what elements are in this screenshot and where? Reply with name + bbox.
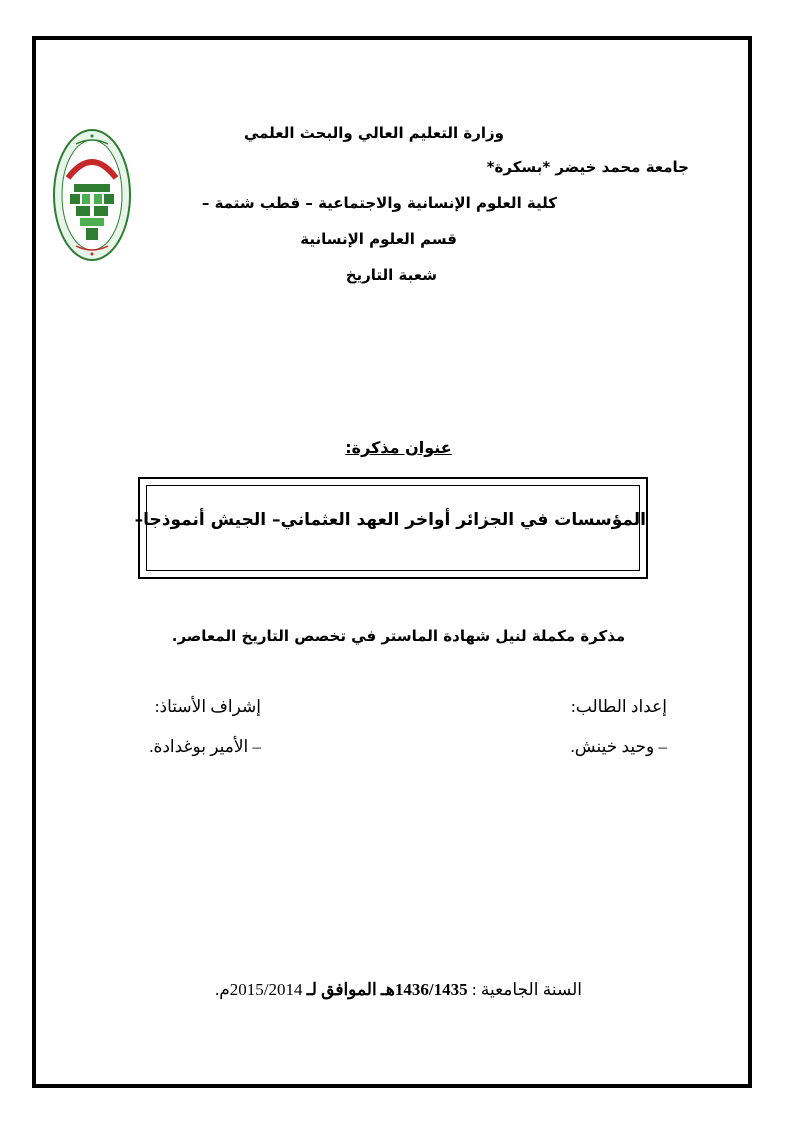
academic-year-hijri-suffix: هـ الموافق لـ [306, 980, 395, 999]
academic-year [0, 980, 797, 1000]
department-line: قسم العلوم الإنسانية [300, 230, 457, 248]
thesis-title-label: عنوان مذكرة: [345, 438, 452, 457]
supervisor-name: – الأمير بوغدادة. [149, 737, 261, 756]
academic-year-hijri: 1436/1435 [394, 980, 468, 999]
thesis-title-box [134, 477, 648, 579]
thesis-title: المؤسسات في الجزائر أواخر العهد العثماني– الجيش أنموذجا– [134, 510, 646, 530]
student-label: إعداد الطالب: [571, 697, 667, 716]
ministry-line: وزارة التعليم العالي والبحث العلمي [243, 124, 504, 142]
thesis-subtitle: مذكرة مكملة لنيل شهادة الماستر في تخصص التاريخ المعاصر. [171, 627, 626, 645]
university-line: جامعة محمد خيضر *بسكرة* [486, 158, 689, 176]
faculty-line: كلية العلوم الإنسانية والاجتماعية – قطب شتمة – [201, 194, 557, 212]
university-emblem-icon [52, 128, 132, 262]
academic-year-label: السنة الجامعية : [467, 980, 583, 999]
supervisor-label: إشراف الأستاذ: [154, 697, 261, 716]
academic-year-gregorian: 2015/2014م. [214, 980, 307, 999]
branch-line: شعبة التاريخ [345, 266, 437, 284]
student-name: – وحيد خينش. [570, 737, 667, 756]
